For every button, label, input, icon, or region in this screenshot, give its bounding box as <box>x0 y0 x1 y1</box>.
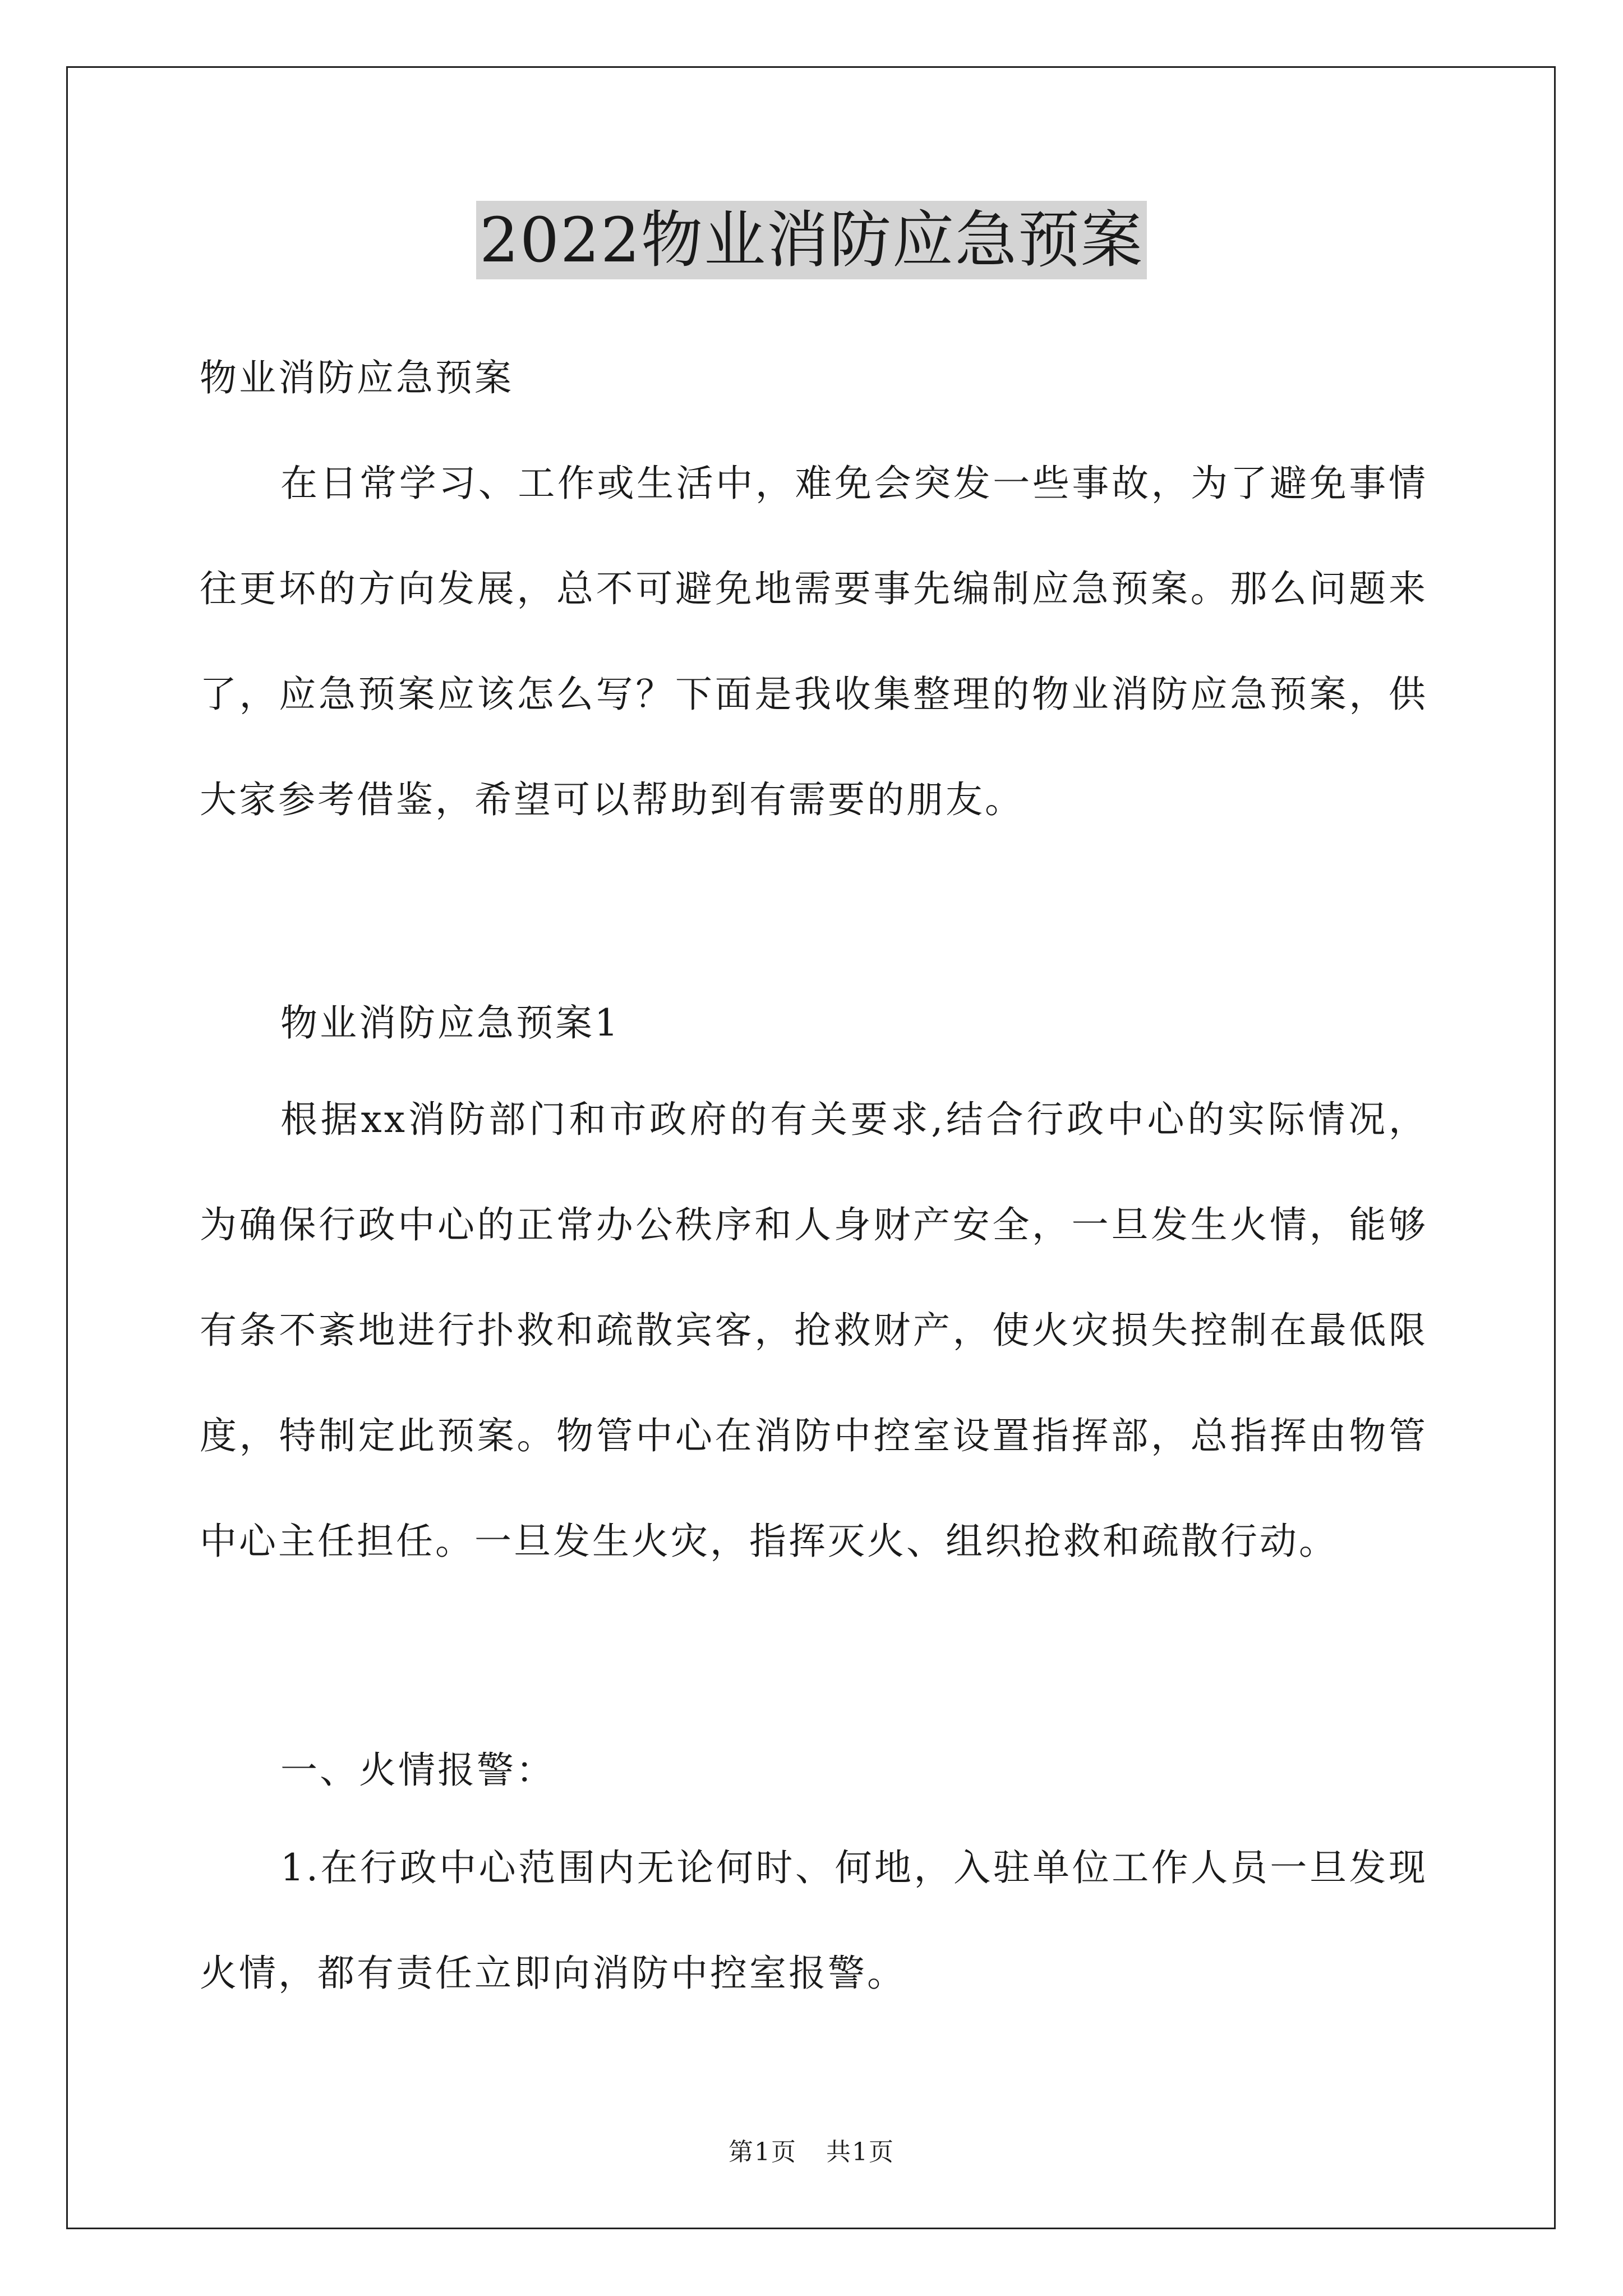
page-footer <box>0 2132 1623 2168</box>
section-paragraph: 根据xx消防部门和市政府的有关要求,结合行政中心的实际情况，为确保行政中心的正常办公秩序和人身财产安全，一旦发生火情，能够有条不紊地进行扑救和疏散宾客，抢救财产，使火灾损失控制在最低限度，特制定此预案。物管中心在消防中控室设置指挥部，总指挥由物管中心主任担任。一旦发生火灾，指挥灭火、组织抢救和疏散行动。 <box>200 1098 1428 1563</box>
title-container <box>0 201 1623 279</box>
document-subtitle: 物业消防应急预案 <box>200 356 514 399</box>
page-total: 共1页 <box>826 2138 895 2166</box>
item-paragraph: 1.在行政中心范围内无论何时、何地，入驻单位工作人员一旦发现火情，都有责任立即向消防中控室报警。 <box>200 1846 1428 1995</box>
section-heading: 物业消防应急预案1 <box>280 1001 620 1045</box>
document-title: 2022物业消防应急预案 <box>476 201 1147 279</box>
page-number: 第1页 <box>728 2138 797 2166</box>
intro-paragraph: 在日常学习、工作或生活中，难免会突发一些事故，为了避免事情往更坏的方向发展，总不可避免地需要事先编制应急预案。那么问题来了，应急预案应该怎么写？下面是我收集整理的物业消防应急预案，供大家参考借鉴，希望可以帮助到有需要的朋友。 <box>200 462 1428 821</box>
item-heading: 一、火情报警： <box>280 1749 555 1792</box>
